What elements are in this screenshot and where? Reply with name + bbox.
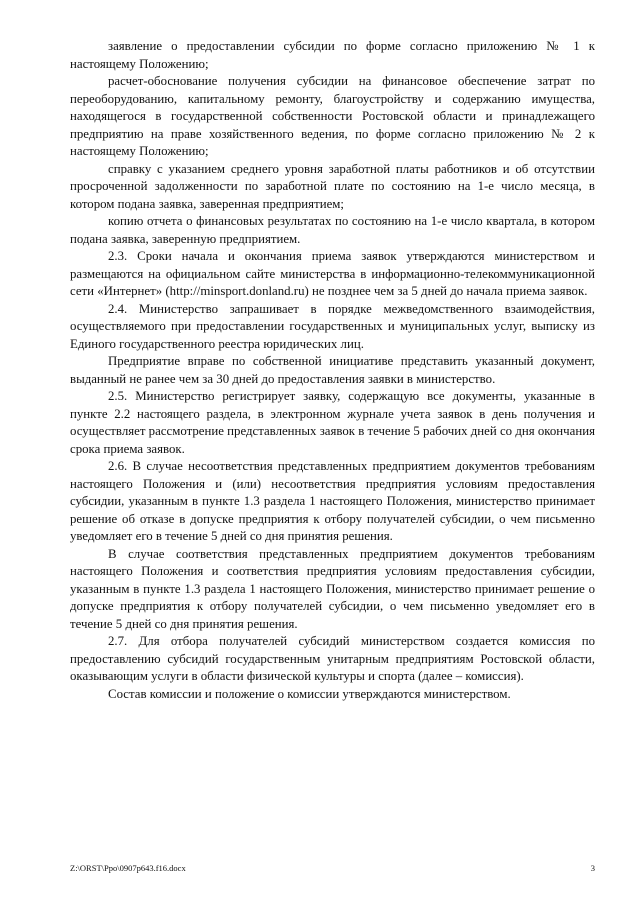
paragraph: Состав комиссии и положение о комиссии утверждаются министерством. bbox=[108, 686, 511, 701]
paragraph: копию отчета о финансовых результатах по состоянию на 1-е число квартала, в котором подана заявка, заверенную предприятием. bbox=[70, 214, 595, 246]
paragraph: справку с указанием среднего уровня заработной платы работников и об отсутствии просроченной задолженности по заработной плате по состоянию на 1-е число месяца, в котором подана заявка, заверенная предприятием; bbox=[70, 161, 595, 211]
paragraph: 2.7. Для отбора получателей субсидий министерством создается комиссия по предоставлению субсидий государственным унитарным предприятиям Ростовской области, оказывающим услуги в области физической культуры и спорта (далее – комиссия). bbox=[70, 634, 595, 683]
page-number: 3 bbox=[590, 863, 595, 873]
document-body bbox=[70, 38, 595, 703]
paragraph: 2.4. Министерство запрашивает в порядке межведомственного взаимодействия, осуществляемого при предоставлении государственных и муниципальных услуг, выписку из Единого государственного реестра юридических лиц. bbox=[70, 301, 595, 351]
paragraph: 2.6. В случае несоответствия представленных предприятием документов требованиям настоящего Положения и (или) несоответствия предприятия условиям предоставления субсидии, указанным в пункте 1.3 раздела 1 настоящего Положения, министерство принимает решение об отказе в допуске предприятия к отбору получателей субсидии, о чем письменно уведомляет его в течение 5 дней со дня принятия решения. bbox=[70, 459, 595, 543]
paragraph: 2.3. Сроки начала и окончания приема заявок утверждаются министерством и размещаются на официальном сайте министерства в информационно-телекоммуникационной сети «Интернет» (http://minsport.donland.ru) не позднее чем за 5 дней до начала приема заявок. bbox=[70, 249, 595, 298]
paragraph: заявление о предоставлении субсидии по форме согласно приложению № 1 к настоящему Положению; bbox=[70, 39, 595, 71]
paragraph: 2.5. Министерство регистрирует заявку, содержащую все документы, указанные в пункте 2.2 настоящего раздела, в электронном журнале учета заявок в день получения и осуществляет рассмотрение представленных заявок в течение 5 рабочих дней со дня окончания срока приема заявок. bbox=[70, 389, 595, 456]
page-footer bbox=[70, 863, 595, 873]
file-path: Z:\ORST\Ppo\0907p643.f16.docx bbox=[70, 863, 186, 873]
paragraph: В случае соответствия представленных предприятием документов требованиям настоящего Положения и соответствия предприятия условиям предоставления субсидии, указанным в пункте 1.3 раздела 1 настоящего Положения, министерство принимает решение о допуске предприятия к отбору получателей субсидии, о чем письменно уведомляет его в течение 5 дней со дня принятия решения. bbox=[70, 546, 595, 631]
paragraph: расчет-обоснование получения субсидии на финансовое обеспечение затрат по переоборудованию, капитальному ремонту, благоустройству и содержанию имущества, находящегося в государственной собственности Ростовской области и принадлежащего предприятию на праве хозяйственного ведения, по форме согласно приложению № 2 к настоящему Положению; bbox=[70, 74, 595, 158]
paragraph: Предприятие вправе по собственной инициативе представить указанный документ, выданный не ранее чем за 30 дней до предоставления заявки в министерство. bbox=[70, 354, 595, 386]
